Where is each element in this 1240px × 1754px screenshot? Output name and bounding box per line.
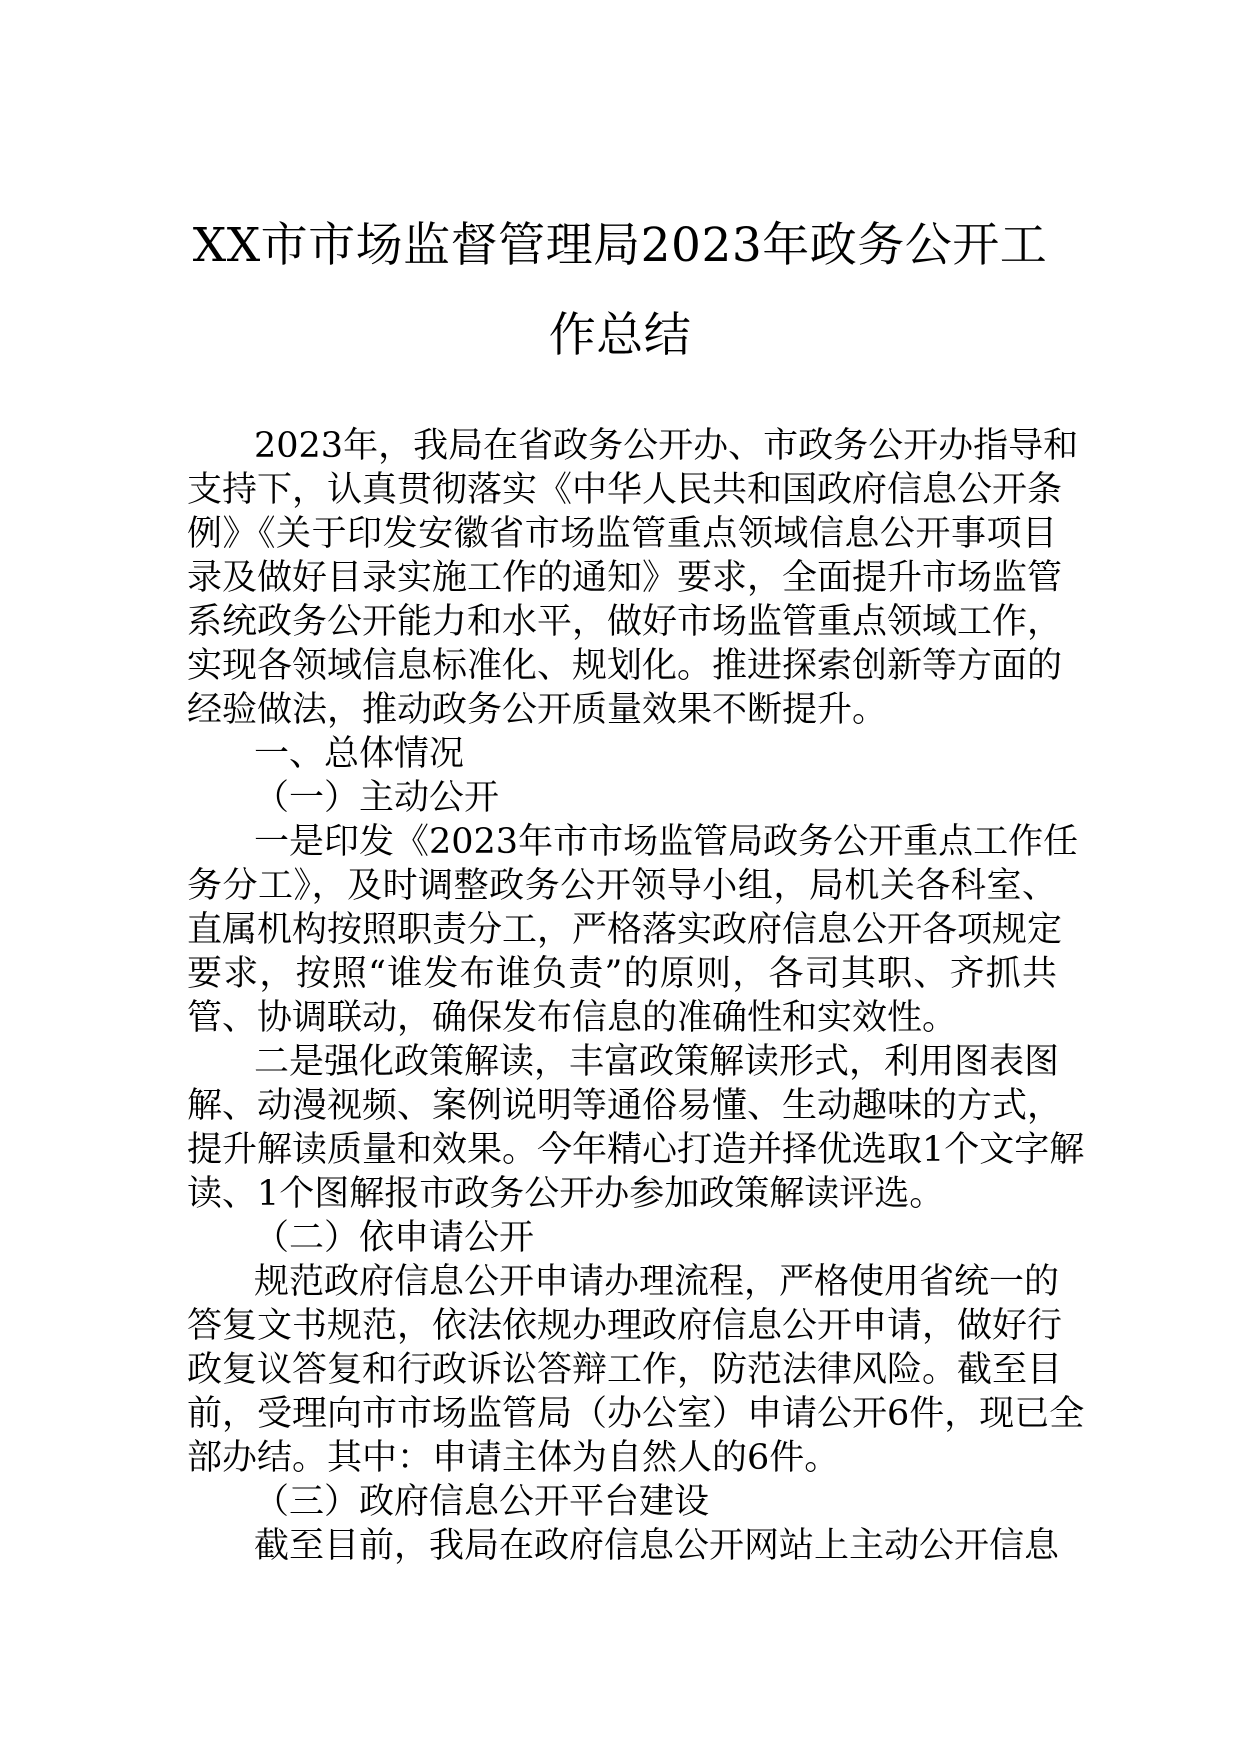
subsection-heading: （二）依申请公开	[254, 1218, 535, 1258]
body-line: 支持下，认真贯彻落实《中华人民共和国政府信息公开条	[187, 470, 1063, 510]
body-line: 一是印发《2023年市市场监管局政务公开重点工作任	[254, 822, 1079, 862]
body-line: 例》《关于印发安徽省市场监管重点领域信息公开事项目	[187, 514, 1057, 554]
section-heading: 一、总体情况	[254, 734, 465, 774]
body-line: 务分工》，及时调整政务公开领导小组，局机关各科室、	[187, 866, 1057, 906]
body-line: 二是强化政策解读，丰富政策解读形式，利用图表图	[254, 1042, 1060, 1082]
body-line: 系统政务公开能力和水平，做好市场监管重点领域工作，	[187, 602, 1063, 642]
document-title-line-1: XX市市场监督管理局2023年政务公开工	[192, 218, 1048, 273]
body-line: 实现各领域信息标准化、规划化。推进探索创新等方面的	[187, 646, 1063, 686]
body-line: 截至目前，我局在政府信息公开网站上主动公开信息	[254, 1526, 1060, 1566]
subsection-heading: （一）主动公开	[254, 778, 500, 818]
body-line: 答复文书规范，依法依规办理政府信息公开申请，做好行	[187, 1306, 1063, 1346]
document-title-line-2: 作总结	[548, 308, 692, 363]
body-line: 解、动漫视频、案例说明等通俗易懂、生动趣味的方式，	[187, 1086, 1063, 1126]
subsection-heading: （三）政府信息公开平台建设	[254, 1482, 710, 1522]
body-line: 直属机构按照职责分工，严格落实政府信息公开各项规定	[187, 910, 1063, 950]
body-line: 政复议答复和行政诉讼答辩工作，防范法律风险。截至目	[187, 1350, 1063, 1390]
body-line: 录及做好目录实施工作的通知》要求，全面提升市场监管	[187, 558, 1063, 598]
body-line: 部办结。其中：申请主体为自然人的6件。	[187, 1438, 840, 1478]
body-line: 规范政府信息公开申请办理流程，严格使用省统一的	[254, 1262, 1060, 1302]
body-line: 管、协调联动，确保发布信息的准确性和实效性。	[187, 998, 958, 1038]
body-line: 提升解读质量和效果。今年精心打造并择优选取1个文字解	[187, 1130, 1085, 1170]
body-line: 前，受理向市市场监管局（办公室）申请公开6件，现已全	[187, 1394, 1085, 1434]
body-line: 读、1个图解报市政务公开办参加政策解读评选。	[187, 1174, 945, 1214]
body-line: 2023年，我局在省政务公开办、市政务公开办指导和	[254, 426, 1079, 466]
body-line: 要求，按照“谁发布谁负责”的原则，各司其职、齐抓共	[187, 954, 1057, 994]
body-line: 经验做法，推动政务公开质量效果不断提升。	[187, 690, 888, 730]
